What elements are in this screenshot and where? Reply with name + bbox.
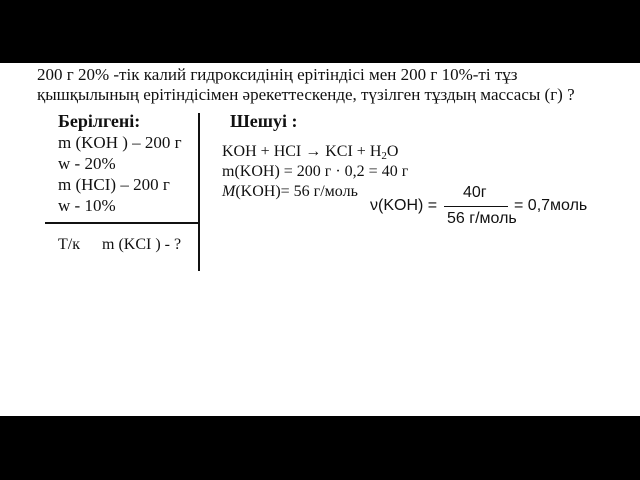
reaction-equation [222, 143, 398, 162]
given-title: Берілгені: [58, 111, 141, 131]
problem-line-2: қышқылының ерітіндісімен әрекеттескенде, түзілген тұздың массасы (г) ? [37, 85, 575, 104]
molar-mass-line [222, 183, 358, 201]
find-row [58, 236, 181, 254]
molar-rest: (KOH)= 56 г/моль [235, 183, 358, 200]
reaction-left: KOH + HCI → KCI + H [222, 143, 382, 160]
nu-result: = 0,7моль [514, 197, 588, 214]
reaction-right: O [386, 143, 399, 160]
find-value: m (KCI ) - ? [102, 236, 182, 253]
fraction-bar [444, 206, 508, 207]
reaction-subscript: 2 [381, 150, 387, 162]
given-item-w-hcl: w - 10% [58, 196, 116, 215]
mass-koh-calculation: m(KOH) = 200 г · 0,2 = 40 г [222, 163, 409, 180]
nu-denominator: 56 г/моль [447, 210, 517, 227]
given-item-w-koh: w - 20% [58, 154, 116, 173]
worksheet [0, 63, 640, 416]
divider-horizontal [45, 222, 199, 224]
nu-numerator: 40г [463, 184, 487, 201]
problem-statement [37, 65, 617, 105]
given-item-mass-hcl: m (HCI) – 200 г [58, 175, 170, 194]
molar-symbol: M [222, 183, 236, 200]
nu-lhs: ν(KOH) = [370, 197, 438, 214]
find-label: Т/к [58, 236, 80, 253]
problem-line-1: 200 г 20% -тік калий гидроксидінің ерітіндісі мен 200 г 10%-ті тұз [37, 65, 518, 84]
divider-vertical [198, 113, 200, 271]
solution-title: Шешуі : [230, 111, 298, 131]
given-item-mass-koh: m (KOH ) – 200 г [58, 133, 182, 152]
